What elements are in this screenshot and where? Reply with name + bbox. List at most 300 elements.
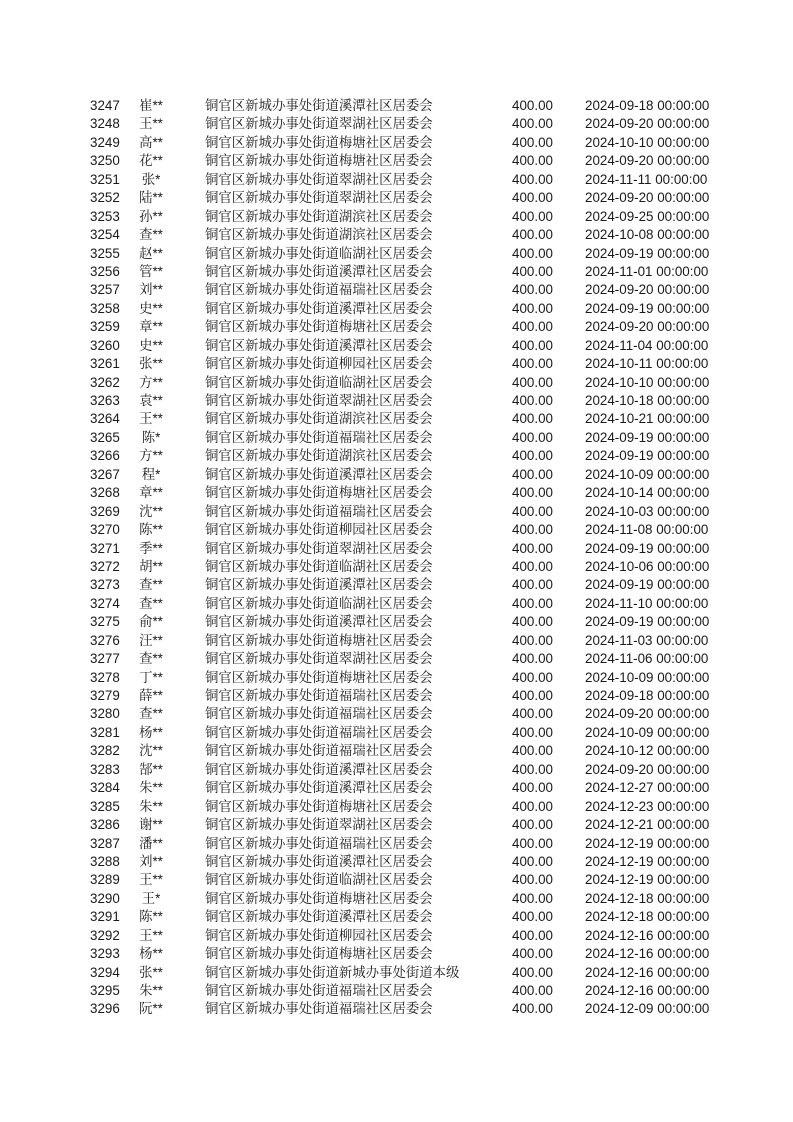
cell-index: 3273 [90, 577, 120, 593]
cell-index: 3289 [90, 872, 120, 888]
cell-org: 铜官区新城办事处街道梅塘社区居委会 [205, 632, 433, 648]
table-row [0, 835, 793, 853]
cell-name: 朱** [139, 780, 163, 796]
cell-org: 铜官区新城办事处街道梅塘社区居委会 [205, 319, 433, 335]
cell-name: 管** [139, 263, 163, 279]
cell-index: 3272 [90, 558, 120, 574]
cell-amount: 400.00 [512, 337, 553, 353]
table-row [0, 115, 793, 133]
cell-org: 铜官区新城办事处街道翠湖社区居委会 [205, 540, 433, 556]
cell-org: 铜官区新城办事处街道溪潭社区居委会 [205, 780, 433, 796]
cell-name: 朱** [139, 983, 163, 998]
table-row [0, 281, 793, 299]
cell-amount: 400.00 [512, 448, 553, 464]
table-row [0, 447, 793, 465]
cell-amount: 400.00 [512, 983, 553, 998]
cell-org: 铜官区新城办事处街道梅塘社区居委会 [205, 890, 433, 906]
cell-amount: 400.00 [512, 798, 553, 814]
cell-name: 程* [141, 466, 161, 482]
cell-datetime: 2024-10-09 00:00:00 [585, 724, 710, 740]
cell-org: 铜官区新城办事处街道翠湖社区居委会 [205, 817, 433, 833]
cell-amount: 400.00 [512, 1001, 553, 1017]
cell-datetime: 2024-10-10 00:00:00 [585, 134, 710, 150]
cell-index: 3271 [90, 540, 120, 556]
table-row [0, 503, 793, 521]
cell-org: 铜官区新城办事处街道翠湖社区居委会 [205, 190, 433, 206]
cell-amount: 400.00 [512, 632, 553, 648]
cell-datetime: 2024-11-08 00:00:00 [585, 522, 709, 538]
table-row [0, 945, 793, 963]
cell-amount: 400.00 [512, 300, 553, 316]
table-row [0, 521, 793, 539]
cell-index: 3250 [90, 153, 120, 169]
cell-name: 高** [139, 134, 163, 150]
cell-name: 丁** [139, 669, 163, 685]
cell-name: 刘** [139, 853, 163, 869]
cell-datetime: 2024-12-16 00:00:00 [585, 983, 710, 998]
cell-amount: 400.00 [512, 98, 553, 113]
cell-amount: 400.00 [512, 411, 553, 427]
cell-org: 铜官区新城办事处街道福瑞社区居委会 [205, 983, 433, 998]
cell-org: 铜官区新城办事处街道梅塘社区居委会 [205, 798, 433, 814]
table-row [0, 576, 793, 594]
cell-index: 3268 [90, 485, 120, 501]
cell-index: 3248 [90, 116, 120, 132]
cell-datetime: 2024-12-16 00:00:00 [585, 964, 710, 980]
cell-amount: 400.00 [512, 669, 553, 685]
cell-datetime: 2024-10-09 00:00:00 [585, 669, 710, 685]
cell-name: 杨** [139, 946, 163, 962]
cell-amount: 400.00 [512, 761, 553, 777]
cell-amount: 400.00 [512, 485, 553, 501]
table-row [0, 410, 793, 428]
cell-index: 3256 [90, 263, 120, 279]
cell-name: 张** [139, 964, 163, 980]
cell-index: 3290 [90, 890, 120, 906]
cell-amount: 400.00 [512, 651, 553, 667]
cell-name: 章** [139, 485, 163, 501]
cell-amount: 400.00 [512, 964, 553, 980]
table-row [0, 890, 793, 908]
table-row [0, 392, 793, 410]
cell-org: 铜官区新城办事处街道翠湖社区居委会 [205, 116, 433, 132]
cell-amount: 400.00 [512, 466, 553, 482]
cell-datetime: 2024-11-04 00:00:00 [585, 337, 709, 353]
cell-org: 铜官区新城办事处街道湖滨社区居委会 [205, 208, 433, 224]
table-row [0, 908, 793, 926]
cell-name: 查** [139, 227, 163, 243]
cell-org: 铜官区新城办事处街道临湖社区居委会 [205, 872, 433, 888]
cell-amount: 400.00 [512, 263, 553, 279]
cell-name: 陈* [141, 429, 161, 445]
cell-amount: 400.00 [512, 319, 553, 335]
cell-index: 3296 [90, 1001, 120, 1017]
cell-datetime: 2024-09-20 00:00:00 [585, 116, 710, 132]
cell-amount: 400.00 [512, 595, 553, 611]
table-row [0, 761, 793, 779]
table-row [0, 226, 793, 244]
cell-name: 查** [139, 706, 163, 722]
table-row [0, 779, 793, 797]
cell-index: 3277 [90, 651, 120, 667]
cell-amount: 400.00 [512, 853, 553, 869]
cell-datetime: 2024-12-19 00:00:00 [585, 872, 710, 888]
cell-datetime: 2024-11-03 00:00:00 [585, 632, 709, 648]
cell-name: 薛** [139, 688, 163, 703]
cell-datetime: 2024-11-10 00:00:00 [585, 595, 709, 611]
cell-index: 3274 [90, 595, 120, 611]
cell-amount: 400.00 [512, 374, 553, 390]
cell-name: 查** [139, 651, 163, 667]
cell-name: 赵** [139, 245, 163, 261]
cell-name: 谢** [139, 817, 163, 833]
cell-name: 史** [139, 337, 163, 353]
cell-index: 3260 [90, 337, 120, 353]
cell-datetime: 2024-10-03 00:00:00 [585, 503, 710, 519]
cell-name: 汪** [139, 632, 163, 648]
cell-org: 铜官区新城办事处街道溪潭社区居委会 [205, 300, 433, 316]
cell-datetime: 2024-10-10 00:00:00 [585, 374, 710, 390]
table-row [0, 613, 793, 631]
cell-org: 铜官区新城办事处街道湖滨社区居委会 [205, 411, 433, 427]
cell-datetime: 2024-10-08 00:00:00 [585, 227, 710, 243]
cell-org: 铜官区新城办事处街道福瑞社区居委会 [205, 282, 433, 298]
cell-index: 3247 [90, 98, 120, 113]
cell-org: 铜官区新城办事处街道临湖社区居委会 [205, 374, 433, 390]
cell-datetime: 2024-09-19 00:00:00 [585, 614, 710, 630]
table-row [0, 171, 793, 189]
cell-datetime: 2024-11-06 00:00:00 [585, 651, 709, 667]
cell-datetime: 2024-09-18 00:00:00 [585, 688, 710, 703]
table-row [0, 263, 793, 281]
cell-name: 郜** [139, 761, 163, 777]
cell-index: 3294 [90, 964, 120, 980]
cell-amount: 400.00 [512, 909, 553, 925]
cell-name: 沈** [139, 503, 163, 519]
cell-amount: 400.00 [512, 946, 553, 962]
table-row [0, 429, 793, 447]
cell-index: 3275 [90, 614, 120, 630]
cell-org: 铜官区新城办事处街道梅塘社区居委会 [205, 153, 433, 169]
table-row [0, 540, 793, 558]
cell-org: 铜官区新城办事处街道柳园社区居委会 [205, 927, 433, 943]
table-row [0, 208, 793, 226]
cell-index: 3285 [90, 798, 120, 814]
table-row [0, 816, 793, 834]
cell-datetime: 2024-11-01 00:00:00 [585, 263, 709, 279]
cell-org: 铜官区新城办事处街道翠湖社区居委会 [205, 651, 433, 667]
cell-amount: 400.00 [512, 688, 553, 703]
cell-org: 铜官区新城办事处街道溪潭社区居委会 [205, 761, 433, 777]
cell-org: 铜官区新城办事处街道梅塘社区居委会 [205, 134, 433, 150]
cell-org: 铜官区新城办事处街道柳园社区居委会 [205, 522, 433, 538]
cell-datetime: 2024-09-19 00:00:00 [585, 300, 710, 316]
table-row [0, 152, 793, 170]
table-row [0, 853, 793, 871]
cell-amount: 400.00 [512, 522, 553, 538]
cell-name: 刘** [139, 282, 163, 298]
cell-index: 3293 [90, 946, 120, 962]
cell-org: 铜官区新城办事处街道梅塘社区居委会 [205, 669, 433, 685]
cell-name: 阮** [139, 1001, 163, 1017]
cell-amount: 400.00 [512, 743, 553, 759]
cell-org: 铜官区新城办事处街道溪潭社区居委会 [205, 98, 433, 113]
table-row [0, 687, 793, 705]
cell-name: 崔** [139, 98, 163, 113]
cell-index: 3279 [90, 688, 120, 703]
cell-name: 方** [139, 448, 163, 464]
cell-name: 孙** [139, 208, 163, 224]
table-row [0, 318, 793, 336]
cell-amount: 400.00 [512, 890, 553, 906]
table-row [0, 742, 793, 760]
table-row [0, 245, 793, 263]
cell-org: 铜官区新城办事处街道溪潭社区居委会 [205, 909, 433, 925]
cell-name: 陈** [139, 522, 163, 538]
cell-amount: 400.00 [512, 245, 553, 261]
cell-index: 3257 [90, 282, 120, 298]
cell-index: 3270 [90, 522, 120, 538]
cell-index: 3292 [90, 927, 120, 943]
cell-datetime: 2024-12-27 00:00:00 [585, 780, 710, 796]
table-row [0, 558, 793, 576]
cell-org: 铜官区新城办事处街道福瑞社区居委会 [205, 743, 433, 759]
cell-datetime: 2024-09-18 00:00:00 [585, 98, 710, 113]
cell-datetime: 2024-09-19 00:00:00 [585, 577, 710, 593]
cell-org: 铜官区新城办事处街道临湖社区居委会 [205, 558, 433, 574]
cell-amount: 400.00 [512, 393, 553, 408]
cell-amount: 400.00 [512, 927, 553, 943]
cell-name: 王** [139, 116, 163, 132]
cell-datetime: 2024-09-25 00:00:00 [585, 208, 710, 224]
cell-org: 铜官区新城办事处街道梅塘社区居委会 [205, 946, 433, 962]
table-row [0, 650, 793, 668]
cell-amount: 400.00 [512, 134, 553, 150]
cell-index: 3255 [90, 245, 120, 261]
cell-org: 铜官区新城办事处街道柳园社区居委会 [205, 356, 433, 372]
cell-org: 铜官区新城办事处街道湖滨社区居委会 [205, 448, 433, 464]
cell-index: 3291 [90, 909, 120, 925]
cell-index: 3284 [90, 780, 120, 796]
cell-datetime: 2024-09-19 00:00:00 [585, 429, 710, 445]
cell-datetime: 2024-12-21 00:00:00 [585, 817, 710, 833]
table-row [0, 798, 793, 816]
cell-name: 杨** [139, 724, 163, 740]
cell-index: 3283 [90, 761, 120, 777]
cell-datetime: 2024-09-20 00:00:00 [585, 153, 710, 169]
cell-datetime: 2024-12-19 00:00:00 [585, 835, 710, 851]
cell-amount: 400.00 [512, 835, 553, 851]
table-row [0, 466, 793, 484]
table-row [0, 484, 793, 502]
cell-index: 3258 [90, 300, 120, 316]
cell-name: 方** [139, 374, 163, 390]
cell-index: 3281 [90, 724, 120, 740]
cell-datetime: 2024-10-14 00:00:00 [585, 485, 710, 501]
cell-index: 3287 [90, 835, 120, 851]
cell-index: 3276 [90, 632, 120, 648]
cell-datetime: 2024-10-18 00:00:00 [585, 393, 710, 408]
cell-index: 3266 [90, 448, 120, 464]
cell-amount: 400.00 [512, 577, 553, 593]
cell-datetime: 2024-09-19 00:00:00 [585, 448, 710, 464]
cell-datetime: 2024-10-11 00:00:00 [585, 356, 709, 372]
cell-datetime: 2024-09-20 00:00:00 [585, 761, 710, 777]
cell-org: 铜官区新城办事处街道溪潭社区居委会 [205, 263, 433, 279]
table-row [0, 300, 793, 318]
cell-datetime: 2024-09-20 00:00:00 [585, 706, 710, 722]
table-row [0, 337, 793, 355]
cell-amount: 400.00 [512, 872, 553, 888]
cell-amount: 400.00 [512, 780, 553, 796]
cell-name: 花** [139, 153, 163, 169]
table-row [0, 97, 793, 115]
cell-name: 潘** [139, 835, 163, 851]
cell-datetime: 2024-09-19 00:00:00 [585, 245, 710, 261]
cell-amount: 400.00 [512, 116, 553, 132]
cell-name: 章** [139, 319, 163, 335]
cell-name: 张* [141, 171, 161, 187]
cell-datetime: 2024-09-19 00:00:00 [585, 540, 710, 556]
cell-org: 铜官区新城办事处街道湖滨社区居委会 [205, 227, 433, 243]
cell-datetime: 2024-09-20 00:00:00 [585, 190, 710, 206]
cell-datetime: 2024-10-12 00:00:00 [585, 743, 710, 759]
table-row [0, 595, 793, 613]
cell-org: 铜官区新城办事处街道溪潭社区居委会 [205, 337, 433, 353]
cell-name: 沈** [139, 743, 163, 759]
cell-org: 铜官区新城办事处街道福瑞社区居委会 [205, 503, 433, 519]
table-row [0, 927, 793, 945]
cell-name: 查** [139, 577, 163, 593]
cell-name: 查** [139, 595, 163, 611]
cell-index: 3252 [90, 190, 120, 206]
cell-index: 3261 [90, 356, 120, 372]
cell-org: 铜官区新城办事处街道溪潭社区居委会 [205, 466, 433, 482]
cell-name: 季** [139, 540, 163, 556]
table-row [0, 669, 793, 687]
cell-index: 3262 [90, 374, 120, 390]
cell-datetime: 2024-11-11 00:00:00 [585, 171, 708, 187]
cell-name: 王* [141, 890, 161, 906]
cell-amount: 400.00 [512, 540, 553, 556]
cell-org: 铜官区新城办事处街道福瑞社区居委会 [205, 688, 433, 703]
cell-org: 铜官区新城办事处街道翠湖社区居委会 [205, 393, 433, 408]
table-row [0, 355, 793, 373]
cell-index: 3249 [90, 134, 120, 150]
cell-datetime: 2024-12-16 00:00:00 [585, 946, 710, 962]
cell-index: 3251 [90, 171, 120, 187]
cell-datetime: 2024-10-06 00:00:00 [585, 558, 710, 574]
cell-amount: 400.00 [512, 190, 553, 206]
table-row [0, 964, 793, 982]
cell-index: 3254 [90, 227, 120, 243]
cell-datetime: 2024-09-20 00:00:00 [585, 319, 710, 335]
cell-org: 铜官区新城办事处街道福瑞社区居委会 [205, 1001, 433, 1017]
cell-amount: 400.00 [512, 558, 553, 574]
cell-amount: 400.00 [512, 614, 553, 630]
cell-org: 铜官区新城办事处街道翠湖社区居委会 [205, 171, 433, 187]
cell-org: 铜官区新城办事处街道福瑞社区居委会 [205, 724, 433, 740]
cell-amount: 400.00 [512, 429, 553, 445]
table-row [0, 374, 793, 392]
cell-amount: 400.00 [512, 153, 553, 169]
cell-name: 朱** [139, 798, 163, 814]
cell-index: 3282 [90, 743, 120, 759]
cell-org: 铜官区新城办事处街道福瑞社区居委会 [205, 706, 433, 722]
records-table [0, 97, 793, 1019]
cell-index: 3263 [90, 393, 120, 408]
cell-index: 3265 [90, 429, 120, 445]
cell-amount: 400.00 [512, 227, 553, 243]
cell-amount: 400.00 [512, 356, 553, 372]
cell-name: 胡** [139, 558, 163, 574]
table-row [0, 724, 793, 742]
cell-org: 铜官区新城办事处街道溪潭社区居委会 [205, 853, 433, 869]
cell-org: 铜官区新城办事处街道临湖社区居委会 [205, 595, 433, 611]
cell-amount: 400.00 [512, 503, 553, 519]
cell-name: 王** [139, 411, 163, 427]
cell-name: 王** [139, 872, 163, 888]
cell-index: 3269 [90, 503, 120, 519]
cell-datetime: 2024-10-09 00:00:00 [585, 466, 710, 482]
table-row [0, 189, 793, 207]
cell-name: 史** [139, 300, 163, 316]
cell-index: 3295 [90, 983, 120, 998]
cell-datetime: 2024-10-21 00:00:00 [585, 411, 710, 427]
table-row [0, 1000, 793, 1018]
cell-index: 3253 [90, 208, 120, 224]
cell-amount: 400.00 [512, 171, 553, 187]
cell-org: 铜官区新城办事处街道新城办事处街道本级 [205, 964, 460, 980]
cell-name: 袁** [139, 393, 163, 408]
cell-org: 铜官区新城办事处街道福瑞社区居委会 [205, 429, 433, 445]
cell-name: 俞** [139, 614, 163, 630]
table-row [0, 982, 793, 1000]
cell-datetime: 2024-12-18 00:00:00 [585, 890, 710, 906]
table-row [0, 134, 793, 152]
table-row [0, 632, 793, 650]
table-row [0, 871, 793, 889]
cell-index: 3286 [90, 817, 120, 833]
cell-amount: 400.00 [512, 817, 553, 833]
cell-datetime: 2024-12-09 00:00:00 [585, 1001, 710, 1017]
cell-datetime: 2024-09-20 00:00:00 [585, 282, 710, 298]
cell-index: 3264 [90, 411, 120, 427]
cell-datetime: 2024-12-19 00:00:00 [585, 853, 710, 869]
cell-name: 陆** [139, 190, 163, 206]
cell-index: 3259 [90, 319, 120, 335]
cell-amount: 400.00 [512, 724, 553, 740]
cell-index: 3288 [90, 853, 120, 869]
cell-amount: 400.00 [512, 282, 553, 298]
cell-datetime: 2024-12-23 00:00:00 [585, 798, 710, 814]
cell-org: 铜官区新城办事处街道溪潭社区居委会 [205, 577, 433, 593]
cell-amount: 400.00 [512, 208, 553, 224]
cell-index: 3267 [90, 466, 120, 482]
cell-org: 铜官区新城办事处街道福瑞社区居委会 [205, 835, 433, 851]
cell-name: 张** [139, 356, 163, 372]
cell-amount: 400.00 [512, 706, 553, 722]
cell-datetime: 2024-12-18 00:00:00 [585, 909, 710, 925]
cell-name: 王** [139, 927, 163, 943]
cell-datetime: 2024-12-16 00:00:00 [585, 927, 710, 943]
cell-org: 铜官区新城办事处街道溪潭社区居委会 [205, 614, 433, 630]
cell-org: 铜官区新城办事处街道梅塘社区居委会 [205, 485, 433, 501]
cell-index: 3278 [90, 669, 120, 685]
table-row [0, 705, 793, 723]
cell-index: 3280 [90, 706, 120, 722]
cell-name: 陈** [139, 909, 163, 925]
